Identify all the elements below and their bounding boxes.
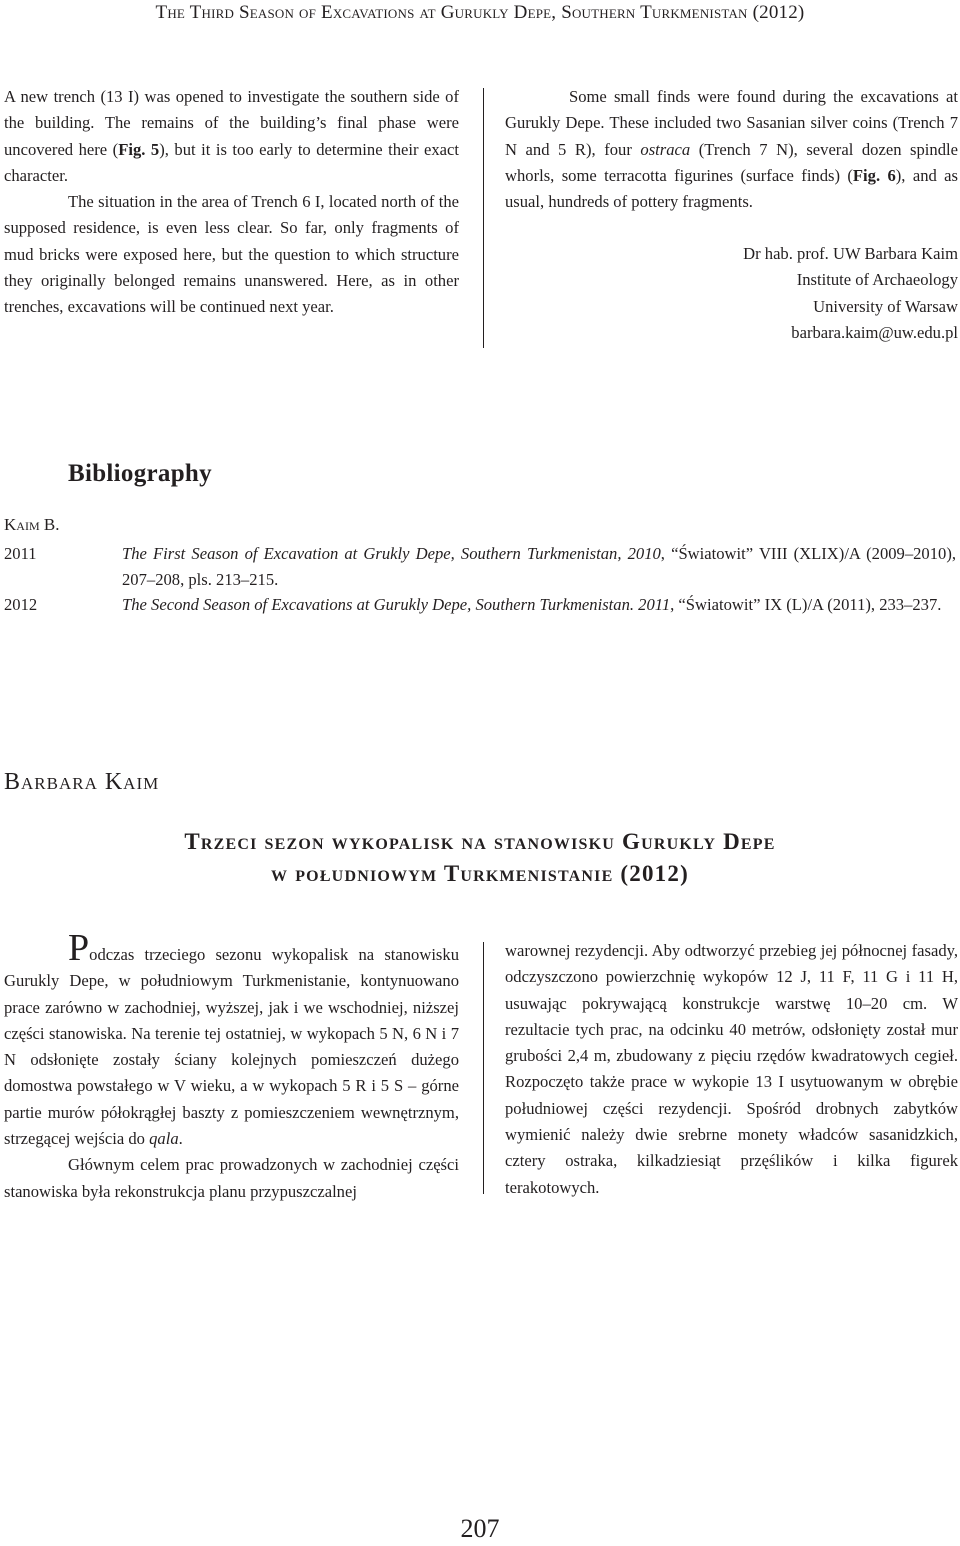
author-email: barbara.kaim@uw.edu.pl: [791, 322, 958, 342]
english-right-column: [505, 84, 958, 215]
bibliography-author: Kaim B.: [4, 515, 60, 534]
running-header: The Third Season of Excavations at Gurukly Depe, Southern Turkmenistan (2012): [155, 2, 805, 23]
bibliography-heading: Bibliography: [68, 460, 212, 487]
summary-title-line: Trzeci sezon wykopalisk na stanowisku Gurukly Depe: [184, 829, 776, 854]
english-left-column: [4, 84, 459, 321]
paragraph-small-finds: Some small finds were found during the excavations at Gurukly Depe. These included two Sasanian silver coins (Trench 7 N and 5 R), four ostraca (Trench 7 N), several dozen spindle whorls, some terracotta figurines (surface finds) (Fig. 6), and as usual, hundreds of pottery fragments.: [505, 87, 958, 212]
paragraph-polish-residence: warownej rezydencji. Aby odtworzyć przebieg jej północnej fasady, odczyszczono powierzchnię wykopów 12 J, 11 F, 11 G i 11 H, usuwając pokrywającą konstrukcje warstwę 10–20 cm. W rezultacie tych prac, na odcinku 40 metrów, odsłonięty został mur grubości 2,4 m, zbudowany z pięciu rzędów kwadratowych cegieł. Rozpoczęto także prace w wykopie 13 I usytuowanym w obrębie południowej części rezydencji. Spośród drobnych zabytków wymienić należy dwie srebrne monety władców sasanidzkich, cztery ostraka, kilkadziesiąt przęślików i kilka figurek terakotowych.: [505, 941, 958, 1197]
summary-title: [0, 826, 960, 890]
bibliography-entry: 2012 The Second Season of Excavations at Gurukly Depe, Southern Turkmenistan. 2011, “Światowit” IX (L)/A (2011), 233–237.: [4, 592, 960, 644]
paragraph-trench-13i: A new trench (13 I) was opened to investigate the southern side of the building. The remains of the building’s final phase were uncovered here (Fig. 5), but it is too early to determine their exact character.: [4, 87, 460, 185]
polish-left-column: [4, 927, 459, 1205]
bibliography-year: 2011: [4, 544, 37, 563]
paragraph-polish-west: Głównym celem prac prowadzonych w zachodniej części stanowiska była rekonstrukcja planu przypuszczalnej: [4, 1155, 459, 1201]
page-number: 207: [460, 1514, 500, 1543]
italic-term: qala: [149, 1129, 179, 1149]
summary-title-line: w południowym Turkmenistanie (2012): [271, 861, 689, 886]
column-divider: [483, 88, 484, 348]
bibliography-entry: 2011 The First Season of Excavation at Grukly Depe, Southern Turkmenistan, 2010, “Światowit” VIII (XLIX)/A (2009–2010), 207–208, pls. 213–215.: [4, 541, 960, 593]
author-name-title: Dr hab. prof. UW Barbara Kaim: [743, 244, 958, 263]
summary-author: Barbara Kaim: [4, 769, 160, 795]
bibliography-title: The Second Season of Excavations at Gurukly Depe, Southern Turkmenistan. 2011: [122, 595, 671, 614]
figure-reference: Fig. 5: [118, 139, 160, 159]
author-signature: [505, 241, 958, 346]
bibliography-title: The First Season of Excavation at Grukly Depe, Southern Turkmenistan, 2010: [122, 544, 661, 563]
bibliography-year: 2012: [4, 595, 38, 614]
italic-term: ostraca: [640, 139, 691, 159]
drop-cap: P: [68, 927, 90, 969]
figure-reference: Fig. 6: [852, 165, 896, 185]
author-university: University of Warsaw: [813, 296, 958, 316]
paragraph-trench-6i: The situation in the area of Trench 6 I, located north of the supposed residence, is even less clear. So far, only fragments of mud bricks were exposed here, but the question to which structure they originally belonged remains unanswered. Here, as in other trenches, excavations will be continued next year.: [4, 192, 459, 317]
column-divider: [483, 942, 484, 1194]
author-institute: Institute of Archaeology: [796, 270, 958, 290]
paragraph-polish-intro: Podczas trzeciego sezonu wykopalisk na stanowisku Gurukly Depe, w południowym Turkmenistanie, kontynuowano prace zarówno w zachodniej, wyższej, jak i we wschodniej, niższej części stanowiska. Na terenie tej ostatniej, w wykopach 5 N, 6 N i 7 N odsłonięte zostały ściany kolejnych pomieszczeń dużego domostwa powstałego w V wieku, a w wykopach 5 R i 5 S – górne partie murów półokrągłej baszty z pomieszczeniem wewnętrznym, strzegącej wejścia do qala.: [4, 927, 459, 1149]
polish-right-column: [505, 938, 958, 1201]
